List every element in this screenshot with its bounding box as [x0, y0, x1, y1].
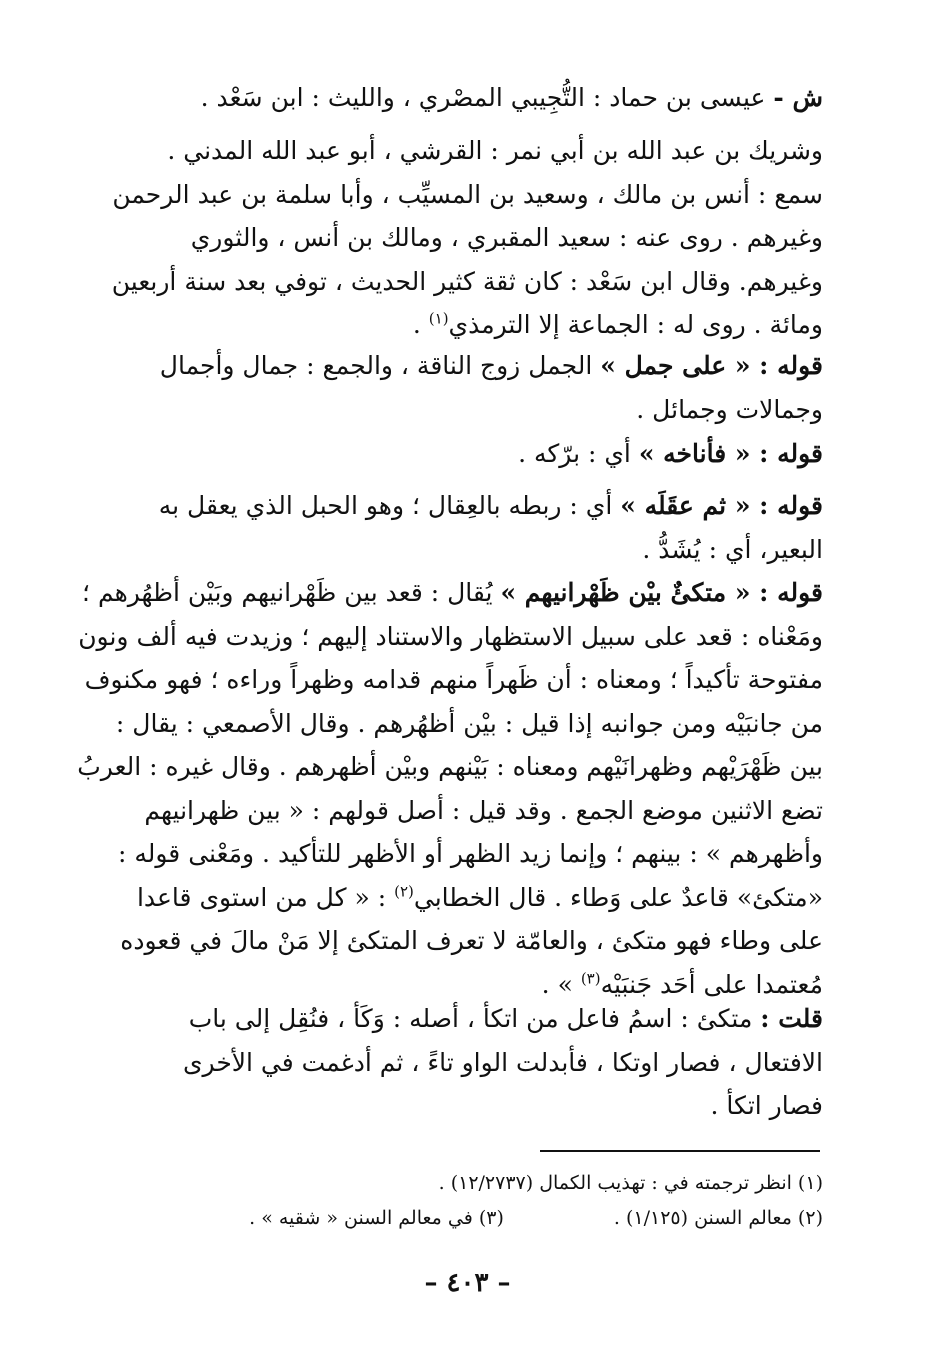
line-text: مُعتمدا على أحَد جَنبَيْه: [600, 969, 823, 999]
line-text: «متكئ» قاعدٌ على وَطاء . قال الخطابي: [413, 882, 823, 912]
line-text: من جانبَيْه ومن جوانبه إذا قيل : بيْن أظهُرهم . وقال الأصمعي : يقال :: [115, 708, 823, 738]
lead-phrase: قوله : « على جمل »: [600, 351, 823, 380]
text-line: [128, 484, 823, 528]
line-text: يُقال : قعد بين ظَهْرانيهم وبَيْن أظهُرهم ؛: [82, 578, 501, 607]
text-line: [128, 216, 823, 260]
text-line: [128, 129, 823, 173]
line-text: ومَعْناه : قعد على سبيل الاستظهار والاستناد إليهم ؛ وزيدت فيه ألف ونون: [78, 621, 823, 651]
paragraph: [128, 76, 823, 120]
page-number: – ٤٠٣ –: [424, 1268, 511, 1298]
lead-phrase: قلت :: [760, 1004, 823, 1033]
line-text: البعير، أي : يُشَدُّ .: [642, 534, 823, 564]
lead-phrase: قوله : « متكئٌ بيْن ظَهْرانيهم »: [500, 578, 823, 607]
lead-phrase: قوله : « ثم عقَلَه »: [620, 491, 823, 520]
line-text: وشريك بن عبد الله بن أبي نمر : القرشي ، أبو عبد الله المدني .: [167, 136, 823, 165]
text-line: [128, 303, 823, 347]
line-text: مفتوحة تأكيداً ؛ ومعناه : أن ظَهراً منهم قدامه وظهراً وراءه ؛ فهو مكنوف: [84, 665, 823, 694]
text-line: [128, 876, 823, 920]
line-text: فصار اتكأ .: [710, 1091, 823, 1120]
line-text: بين ظَهْرَيْهم وظهرانَيْهم ومعناه : بَيْنهم وبيْن أظهرهم . وقال غيره : العربُ: [77, 752, 823, 781]
text-line: [128, 344, 823, 388]
text-line: [128, 789, 823, 833]
text-line: [111, 260, 823, 304]
footnote-marker: (٢): [394, 882, 414, 901]
footnote-row-2: [128, 1203, 823, 1233]
footnote-1: (١) انظر ترجمته في : تهذيب الكمال (١٢/٢٧٣٧) .: [438, 1172, 823, 1194]
paragraph: [111, 129, 823, 347]
line-text: أي : برّكه .: [518, 439, 639, 468]
text-line: [128, 528, 823, 572]
line-text-tail: .: [412, 310, 429, 339]
line-text-tail: » .: [541, 969, 581, 999]
line-text-tail: : « كل من استوى قاعدا: [136, 882, 395, 912]
line-text: وجمالات وجمائل .: [636, 394, 823, 424]
text-line: [128, 388, 823, 432]
line-text: الجمل زوج الناقة ، والجمع : جمال وأجمال: [159, 351, 601, 380]
text-line: [128, 997, 823, 1041]
text-line: [84, 658, 823, 702]
text-line: [78, 615, 823, 659]
footnote-separator: [540, 1150, 820, 1152]
text-line: [128, 432, 823, 476]
line-text: تضع الاثنين موضع الجمع . وقد قيل : أصل قولهم : « بين ظهرانيهم: [144, 795, 823, 825]
paragraph: [77, 571, 823, 1006]
footnote-2: (٢) معالم السنن (١/١٢٥) .: [613, 1207, 823, 1229]
paragraph: [128, 432, 823, 476]
line-text: وغيرهم . روى عنه : سعيد المقبري ، ومالك بن أنس ، والثوري: [190, 223, 823, 252]
text-line: [112, 173, 823, 217]
line-text: وأظهرهم » : بينهم ؛ وإنما زيد الظهر أو الأظهر للتأكيد . ومَعْنى قوله :: [118, 839, 823, 868]
line-text: وغيرهم. وقال ابن سَعْد : كان ثقة كثير الحديث ، توفي بعد سنة أربعين: [111, 266, 823, 296]
line-text: ومائة . روى له : الجماعة إلا الترمذي: [448, 310, 823, 339]
text-line: [77, 745, 823, 789]
paragraph: [128, 997, 823, 1128]
line-text: سمع : أنس بن مالك ، وسعيد بن المسيِّب ، وأبا سلمة بن عبد الرحمن: [112, 179, 823, 209]
lead-phrase: ش -: [773, 83, 823, 112]
paragraph: [128, 344, 823, 431]
lead-phrase: قوله : « فأناخه »: [638, 439, 823, 468]
text-line: [128, 1041, 823, 1085]
text-line: [82, 571, 823, 615]
text-line: [128, 1084, 823, 1128]
footnote-3: (٣) في معالم السنن « شقيه » .: [249, 1207, 504, 1229]
footnote-marker: (١): [428, 309, 449, 328]
line-text: أي : ربطه بالعِقال ؛ وهو الحبل الذي يعقل به: [158, 491, 621, 520]
line-text: عيسى بن حماد : التُّجِيبي المصْري ، والليث : ابن سَعْد .: [200, 83, 774, 112]
text-line: [115, 702, 823, 746]
text-line: [118, 832, 823, 876]
paragraph: [128, 484, 823, 571]
line-text: الافتعال ، فصار اوتكا ، فأبدلت الواو تاءً ، ثم أدغمت في الأخرى: [182, 1047, 823, 1077]
text-line: [128, 76, 823, 120]
line-text: متكئ : اسمُ فاعل من اتكأ ، أصله : وَكَأ ، فنُقِل إلى باب: [188, 1004, 761, 1033]
line-text: على وطاء فهو متكئ ، والعامّة لا تعرف المتكئ إلا مَنْ مالَ في قعوده: [120, 926, 823, 955]
footnote-marker: (٣): [580, 969, 601, 988]
text-line: [120, 919, 823, 963]
